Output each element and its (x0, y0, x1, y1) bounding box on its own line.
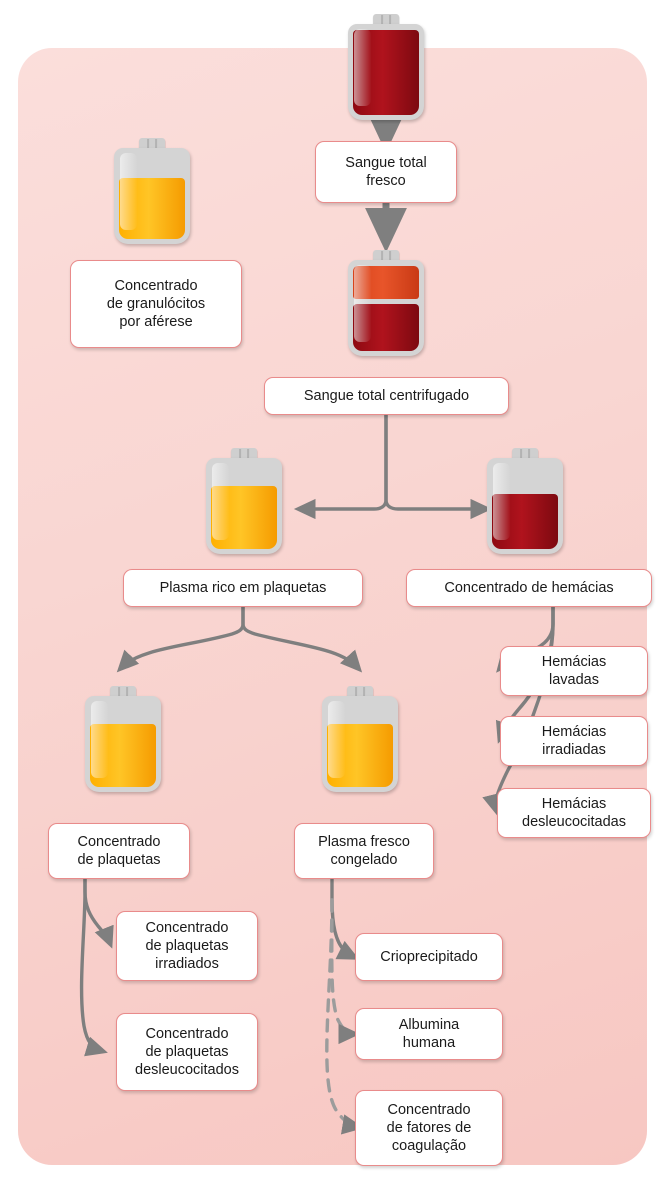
node-plasma-fresco-congelado[interactable]: Plasma fresco congelado (294, 823, 434, 879)
bag-gloss (354, 29, 371, 106)
bag-body (322, 696, 398, 792)
arrow-plaquetas-to-desleucocitados (82, 878, 102, 1051)
bag-body (348, 24, 424, 120)
bag-gloss (354, 265, 371, 342)
node-crioprecipitado[interactable]: Crioprecipitado (355, 933, 503, 981)
bag-gloss (493, 463, 510, 540)
node-hemacias-desleucocitadas[interactable]: Hemácias desleucocitadas (497, 788, 651, 838)
bag-body (206, 458, 282, 554)
arrow-hemacias-to-desleucocitadas (496, 606, 554, 810)
bag-gloss (328, 701, 345, 778)
arrow-pfc-to-fatores (327, 900, 358, 1127)
node-concentrado-granulocitos[interactable]: Concentrado de granulócitos por aférese (70, 260, 242, 348)
node-plasma-rico-plaquetas[interactable]: Plasma rico em plaquetas (123, 569, 363, 607)
plasma-fresco-congelado-bag (322, 686, 398, 792)
bag-body (85, 696, 161, 792)
arrow-centrifugado-to-plasma (300, 414, 386, 509)
node-concentrado-plaquetas-desleucocitados[interactable]: Concentrado de plaquetas desleucocitados (116, 1013, 258, 1091)
node-sangue-total-fresco[interactable]: Sangue total fresco (315, 141, 457, 203)
node-concentrado-plaquetas[interactable]: Concentrado de plaquetas (48, 823, 190, 879)
bag-body (487, 458, 563, 554)
concentrado-plaquetas-bag (85, 686, 161, 792)
bag-body (114, 148, 190, 244)
plasma-rico-plaquetas-bag (206, 448, 282, 554)
bag-gloss (212, 463, 229, 540)
node-hemacias-lavadas[interactable]: Hemácias lavadas (500, 646, 648, 696)
arrow-plaquetas-to-irradiados (85, 878, 110, 943)
arrow-pfc-to-crioprecipitado (332, 878, 354, 957)
concentrado-granulocitos-bag (114, 138, 190, 244)
arrow-pfc-to-albumina (332, 900, 354, 1034)
bag-gloss (91, 701, 108, 778)
arrow-centrifugado-to-hemacias (386, 414, 486, 509)
node-concentrado-fatores-coagulacao[interactable]: Concentrado de fatores de coagulação (355, 1090, 503, 1166)
arrow-prp-to-plaquetas (121, 606, 243, 668)
node-hemacias-irradiadas[interactable]: Hemácias irradiadas (500, 716, 648, 766)
node-concentrado-hemacias[interactable]: Concentrado de hemácias (406, 569, 652, 607)
node-albumina-humana[interactable]: Albumina humana (355, 1008, 503, 1060)
node-sangue-total-centrifugado[interactable]: Sangue total centrifugado (264, 377, 509, 415)
node-concentrado-plaquetas-irradiados[interactable]: Concentrado de plaquetas irradiados (116, 911, 258, 981)
bag-gloss (120, 153, 137, 230)
sangue-total-centrifugado-bag (348, 250, 424, 356)
arrow-prp-to-plasma-fresco (243, 606, 358, 668)
concentrado-hemacias-bag (487, 448, 563, 554)
bag-body (348, 260, 424, 356)
sangue-total-fresco-bag (348, 14, 424, 120)
